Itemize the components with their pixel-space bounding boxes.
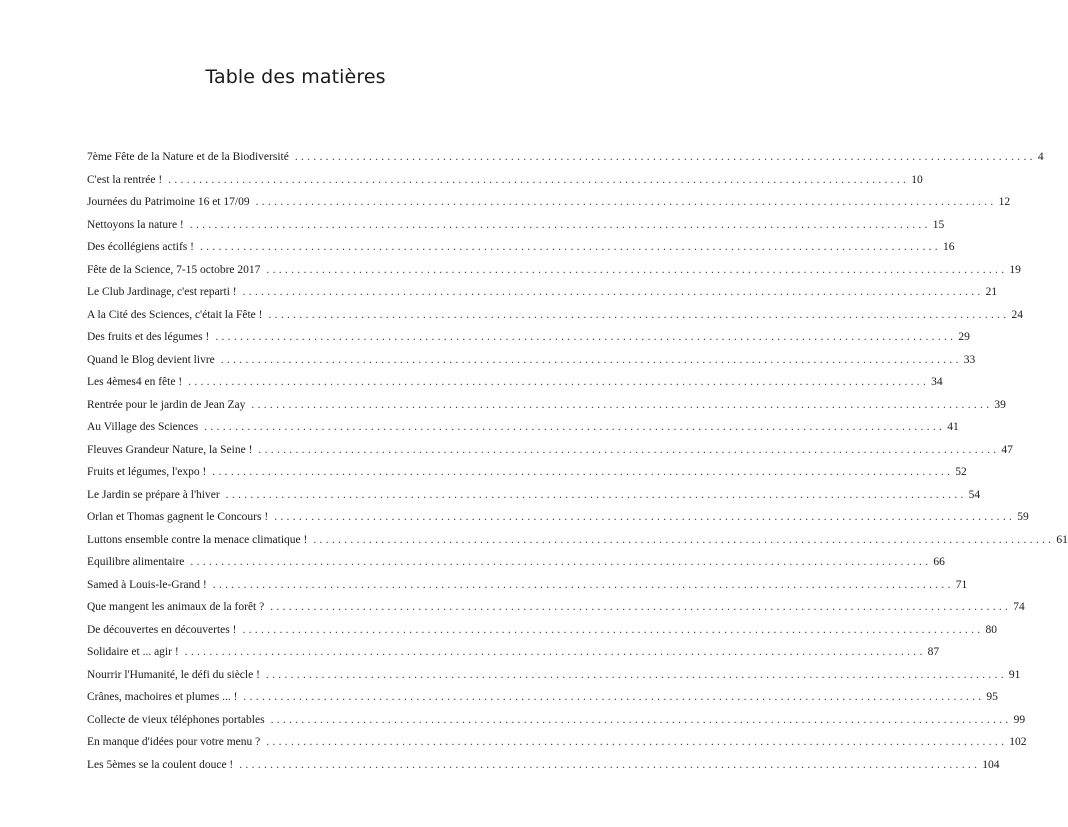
toc-entry[interactable] xyxy=(87,304,1023,327)
toc-dot-leader: ........................................................................................................................ xyxy=(258,443,1000,456)
toc-entry-title: Orlan et Thomas gagnent le Concours ! xyxy=(87,511,269,523)
toc-dot-leader: ........................................................................................................................ xyxy=(212,578,954,591)
toc-entry-page-number: 34 xyxy=(931,376,943,388)
toc-entry[interactable] xyxy=(87,259,1021,282)
toc-dot-leader: ........................................................................................................................ xyxy=(168,173,910,186)
toc-entry-page-number: 104 xyxy=(982,758,1000,771)
toc-dot-leader: ........................................................................................................................ xyxy=(220,353,962,366)
toc-dot-leader: ........................................................................................................................ xyxy=(242,623,984,636)
toc-dot-leader: ........................................................................................................................ xyxy=(242,286,984,298)
toc-entry[interactable] xyxy=(87,574,968,597)
toc-entry-title: A la Cité des Sciences, c'était la Fête ! xyxy=(87,308,263,321)
toc-entry-title: Les 4èmes4 en fête ! xyxy=(87,376,183,388)
toc-entry-page-number: 74 xyxy=(1013,601,1025,613)
toc-entry[interactable] xyxy=(87,461,967,484)
toc-dot-leader: ........................................................................................................................ xyxy=(268,308,1010,321)
toc-entry-page-number: 24 xyxy=(1011,308,1023,321)
toc-dot-leader: ........................................................................................................................ xyxy=(190,556,932,568)
toc-entry-title: Fruits et légumes, l'expo ! xyxy=(87,466,207,478)
toc-entry-title: Journées du Patrimoine 16 et 17/09 xyxy=(87,196,250,208)
toc-entry-page-number: 71 xyxy=(955,578,968,591)
toc-entry-page-number: 61 xyxy=(1056,533,1068,546)
toc-entry-title: Le Club Jardinage, c'est reparti ! xyxy=(87,286,237,298)
toc-entry-title: Que mangent les animaux de la forêt ? xyxy=(87,601,265,613)
toc-entry-title: Des écollégiens actifs ! xyxy=(87,241,194,253)
toc-entry[interactable] xyxy=(87,484,981,507)
toc-entry-page-number: 29 xyxy=(958,331,970,343)
toc-entry-title: Au Village des Sciences xyxy=(87,421,199,433)
toc-entry-title: Equilibre alimentaire xyxy=(87,556,185,568)
toc-entry-title: De découvertes en découvertes ! xyxy=(87,623,237,636)
toc-entry-page-number: 39 xyxy=(994,398,1006,411)
toc-entry[interactable] xyxy=(87,236,955,259)
toc-entry-page-number: 4 xyxy=(1037,151,1044,163)
toc-entry-title: Rentrée pour le jardin de Jean Zay xyxy=(87,398,246,411)
toc-dot-leader: ........................................................................................................................ xyxy=(199,241,941,253)
toc-entry-page-number: 91 xyxy=(1008,668,1021,681)
toc-entry[interactable] xyxy=(87,709,1026,732)
toc-entry[interactable] xyxy=(87,281,998,304)
toc-entry-title: En manque d'idées pour votre menu ? xyxy=(87,736,261,748)
toc-entry-page-number: 95 xyxy=(986,691,998,703)
toc-dot-leader: ........................................................................................................................ xyxy=(239,758,981,771)
toc-entry[interactable] xyxy=(87,596,1025,619)
toc-entry[interactable] xyxy=(87,754,1000,777)
toc-entry-page-number: 102 xyxy=(1009,736,1027,748)
toc-entry[interactable] xyxy=(87,506,1029,529)
toc-entry[interactable] xyxy=(87,169,923,192)
toc-entry-title: Les 5èmes se la coulent douce ! xyxy=(87,758,234,771)
toc-entry[interactable] xyxy=(87,326,970,349)
toc-entry-title: Fleuves Grandeur Nature, la Seine ! xyxy=(87,443,253,456)
toc-entry[interactable] xyxy=(87,214,945,237)
toc-entry-page-number: 33 xyxy=(963,353,976,366)
toc-entry-page-number: 80 xyxy=(985,623,997,636)
toc-dot-leader: ........................................................................................................................ xyxy=(184,646,926,658)
toc-entry-page-number: 99 xyxy=(1013,713,1026,726)
toc-entry[interactable] xyxy=(87,416,959,439)
toc-dot-leader: ........................................................................................................................ xyxy=(188,376,930,388)
toc-entry-title: Fête de la Science, 7-15 octobre 2017 xyxy=(87,263,261,276)
toc-dot-leader: ........................................................................................................................ xyxy=(266,736,1008,748)
toc-dot-leader: ........................................................................................................................ xyxy=(266,263,1008,276)
toc-entry[interactable] xyxy=(87,686,998,709)
toc-entry-page-number: 19 xyxy=(1009,263,1021,276)
toc-entry-page-number: 66 xyxy=(933,556,945,568)
toc-entry-title: Solidaire et ... agir ! xyxy=(87,646,179,658)
toc-entry-page-number: 87 xyxy=(927,646,940,658)
toc-entry-title: Des fruits et des légumes ! xyxy=(87,331,210,343)
toc-dot-leader: ........................................................................................................................ xyxy=(215,331,957,343)
toc-entry[interactable] xyxy=(87,191,1011,214)
toc-entry[interactable] xyxy=(87,664,1021,687)
toc-entry[interactable] xyxy=(87,619,997,642)
toc-dot-leader: ........................................................................................................................ xyxy=(225,488,967,501)
toc-dot-leader: ........................................................................................................................ xyxy=(294,151,1036,163)
toc-entry-page-number: 52 xyxy=(955,466,967,478)
toc-entry-title: C'est la rentrée ! xyxy=(87,173,163,186)
toc-entry[interactable] xyxy=(87,529,1068,552)
toc-entry-title: Le Jardin se prépare à l'hiver xyxy=(87,488,220,501)
toc-entry[interactable] xyxy=(87,439,1013,462)
toc-dot-leader: ........................................................................................................................ xyxy=(204,421,946,433)
toc-entry-title: Nettoyons la nature ! xyxy=(87,218,184,231)
toc-entry-page-number: 47 xyxy=(1001,443,1013,456)
toc-entry[interactable] xyxy=(87,349,976,372)
toc-dot-leader: ........................................................................................................................ xyxy=(274,511,1016,523)
toc-entry[interactable] xyxy=(87,146,1044,169)
table-of-contents xyxy=(87,146,1068,776)
toc-dot-leader: ........................................................................................................................ xyxy=(265,668,1007,681)
toc-dot-leader: ........................................................................................................................ xyxy=(243,691,985,703)
toc-entry-page-number: 15 xyxy=(932,218,945,231)
toc-entry-title: Nourrir l'Humanité, le défi du siècle ! xyxy=(87,668,260,681)
toc-entry-page-number: 41 xyxy=(947,421,959,433)
toc-entry-page-number: 21 xyxy=(985,286,998,298)
toc-entry[interactable] xyxy=(87,641,940,664)
toc-dot-leader: ........................................................................................................................ xyxy=(270,713,1012,726)
toc-entry-title: Luttons ensemble contre la menace climatique ! xyxy=(87,533,308,546)
toc-entry[interactable] xyxy=(87,551,945,574)
toc-entry[interactable] xyxy=(87,394,1006,417)
toc-entry[interactable] xyxy=(87,731,1027,754)
page-title: Table des matières xyxy=(205,66,386,88)
toc-entry-title: Samed à Louis-le-Grand ! xyxy=(87,578,207,591)
toc-entry-page-number: 10 xyxy=(911,173,923,186)
toc-entry-page-number: 12 xyxy=(998,196,1011,208)
toc-entry-title: Collecte de vieux téléphones portables xyxy=(87,713,265,726)
toc-entry-title: Crânes, machoires et plumes ... ! xyxy=(87,691,238,703)
toc-dot-leader: ........................................................................................................................ xyxy=(251,398,993,411)
toc-entry-page-number: 16 xyxy=(942,241,955,253)
toc-dot-leader: ........................................................................................................................ xyxy=(212,466,954,478)
toc-dot-leader: ........................................................................................................................ xyxy=(270,601,1012,613)
toc-dot-leader: ........................................................................................................................ xyxy=(313,533,1055,546)
toc-entry-title: Quand le Blog devient livre xyxy=(87,353,215,366)
toc-dot-leader: ........................................................................................................................ xyxy=(255,196,997,208)
toc-dot-leader: ........................................................................................................................ xyxy=(189,218,931,231)
toc-entry-page-number: 59 xyxy=(1017,511,1029,523)
toc-entry[interactable] xyxy=(87,371,943,394)
toc-entry-page-number: 54 xyxy=(968,488,981,501)
toc-entry-title: 7ème Fête de la Nature et de la Biodiversité xyxy=(87,151,289,163)
